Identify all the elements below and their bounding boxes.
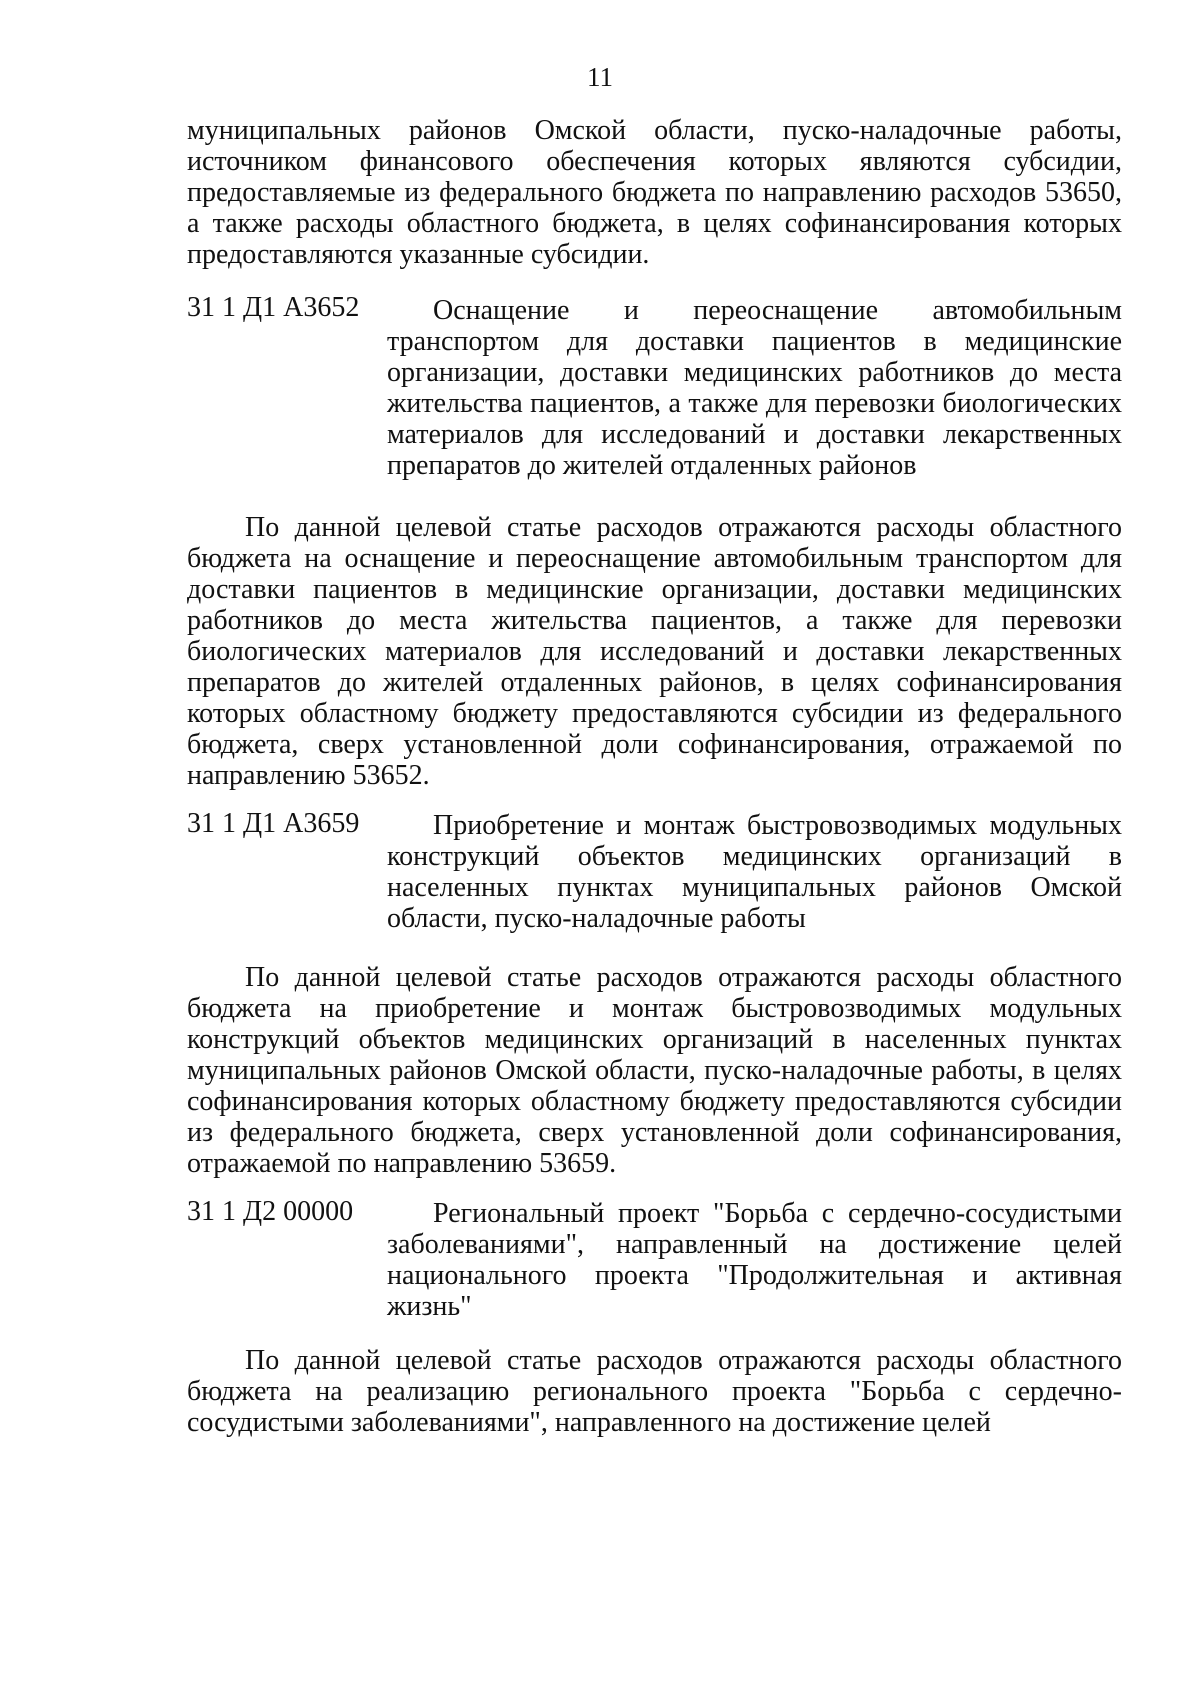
entry-description-a3652: По данной целевой статье расходов отражаются расходы областного бюджета на оснащение и переоснащение автомобильным транспортом для доставки пациентов в медицинские организации, доставки медицинских работников до места жительства пациентов, а также для перевозки биологических материалов для исследований и доставки лекарственных препаратов до жителей отдаленных районов, в целях софинансирования которых областному бюджету предоставляются субсидии из федерального бюджета, сверх установленной доли софинансирования, отражаемой по направлению 53652. xyxy=(187,512,1122,791)
entry-code-d2: 31 1 Д2 00000 xyxy=(187,1196,354,1227)
entry-title-a3652: Оснащение и переоснащение автомобильным транспортом для доставки пациентов в медицинские организации, доставки медицинских работников до места жительства пациентов, а также для перевозки биологических материалов для исследований и доставки лекарственных препаратов до жителей отдаленных районов xyxy=(387,295,1122,481)
entry-code-a3652: 31 1 Д1 А3652 xyxy=(187,292,360,323)
page-number: 11 xyxy=(587,62,613,92)
entry-code-a3659: 31 1 Д1 А3659 xyxy=(187,808,360,839)
entry-title-a3659: Приобретение и монтаж быстровозводимых модульных конструкций объектов медицинских организаций в населенных пунктах муниципальных районов Омской области, пуско-наладочные работы xyxy=(387,810,1122,934)
entry-description-d2: По данной целевой статье расходов отражаются расходы областного бюджета на реализацию регионального проекта "Борьба с сердечно-сосудистыми заболеваниями", направленного на достижение целей xyxy=(187,1345,1122,1438)
entry-description-a3659: По данной целевой статье расходов отражаются расходы областного бюджета на приобретение и монтаж быстровозводимых модульных конструкций объектов медицинских организаций в населенных пунктах муниципальных районов Омской области, пуско-наладочные работы, в целях софинансирования которых областному бюджету предоставляются субсидии из федерального бюджета, сверх установленной доли софинансирования, отражаемой по направлению 53659. xyxy=(187,962,1122,1179)
entry-title-d2: Региональный проект "Борьба с сердечно-сосудистыми заболеваниями", направленный на достижение целей национального проекта "Продолжительная и активная жизнь" xyxy=(387,1198,1122,1322)
intro-paragraph: муниципальных районов Омской области, пуско-наладочные работы, источником финансового обеспечения которых являются субсидии, предоставляемые из федерального бюджета по направлению расходов 53650, а также расходы областного бюджета, в целях софинансирования которых предоставляются указанные субсидии. xyxy=(187,115,1122,270)
